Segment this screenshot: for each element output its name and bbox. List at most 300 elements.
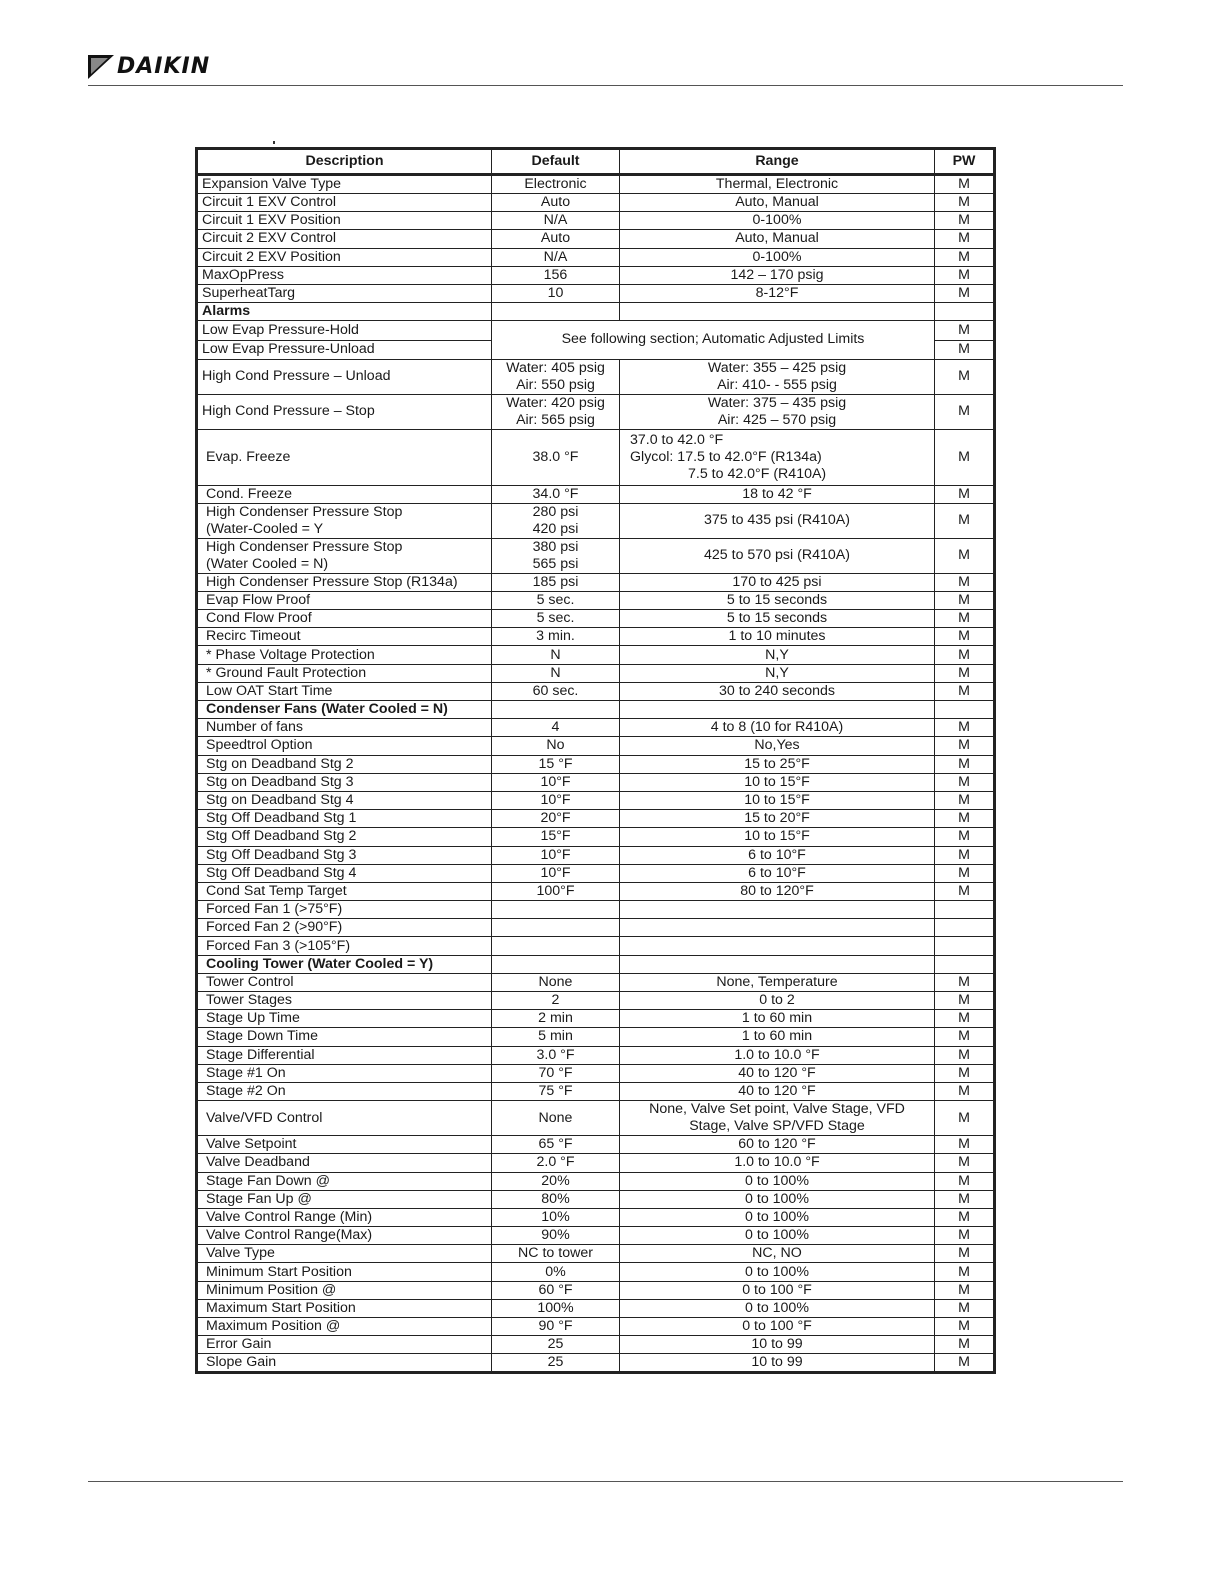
table-row (197, 646, 995, 664)
cell-description: High Condenser Pressure Stop (R134a) (197, 573, 492, 591)
cell-pw: M (935, 1318, 995, 1336)
cell-default: 5 sec. (492, 591, 620, 609)
cell-range: 40 to 120 °F (620, 1064, 935, 1082)
cell-pw: M (935, 628, 995, 646)
cell-range: 10 to 99 (620, 1354, 935, 1373)
cell-default: 4 (492, 719, 620, 737)
cell-description: Stage Down Time (197, 1028, 492, 1046)
cell-description: Circuit 1 EXV Position (197, 212, 492, 230)
cell-description: * Ground Fault Protection (197, 664, 492, 682)
cell-description: Stg Off Deadband Stg 2 (197, 828, 492, 846)
cell-pw: M (935, 266, 995, 284)
cell-pw (935, 901, 995, 919)
table-row (197, 955, 995, 973)
cell-description: Valve/VFD Control (197, 1101, 492, 1136)
cell-default: 5 min (492, 1028, 620, 1046)
cell-pw: M (935, 973, 995, 991)
cell-default: Auto (492, 194, 620, 212)
cell-pw: M (935, 175, 995, 194)
cell-range: Thermal, Electronic (620, 175, 935, 194)
cell-description: MaxOpPress (197, 266, 492, 284)
cell-pw: M (935, 573, 995, 591)
cell-description: Circuit 2 EXV Control (197, 230, 492, 248)
cell-description: Valve Setpoint (197, 1136, 492, 1154)
cell-range: 425 to 570 psi (R410A) (620, 538, 935, 573)
cell-range: 0 to 100% (620, 1208, 935, 1226)
cell-default: Water: 420 psig Air: 565 psig (492, 394, 620, 429)
table-row (197, 1227, 995, 1245)
cell-default: N (492, 664, 620, 682)
cell-default (492, 901, 620, 919)
cell-range: Auto, Manual (620, 230, 935, 248)
cell-description: Low OAT Start Time (197, 682, 492, 700)
cell-description: Alarms (197, 303, 492, 321)
cell-default: 15°F (492, 828, 620, 846)
cell-description: Recirc Timeout (197, 628, 492, 646)
table-row (197, 719, 995, 737)
cell-range: 0 to 100% (620, 1227, 935, 1245)
cell-description: Stg Off Deadband Stg 1 (197, 810, 492, 828)
cell-range: N,Y (620, 646, 935, 664)
cell-default: Electronic (492, 175, 620, 194)
cell-description: Cond Flow Proof (197, 610, 492, 628)
cell-range (620, 429, 935, 485)
cell-default: 100% (492, 1299, 620, 1317)
table-row (197, 919, 995, 937)
cell-description: Stg on Deadband Stg 3 (197, 773, 492, 791)
cell-description: Circuit 2 EXV Position (197, 248, 492, 266)
table-row (197, 791, 995, 809)
table-header-row (197, 149, 995, 175)
cell-pw: M (935, 992, 995, 1010)
cell-pw: M (935, 248, 995, 266)
cell-description: Slope Gain (197, 1354, 492, 1373)
table-row (197, 591, 995, 609)
cell-pw: M (935, 773, 995, 791)
cell-range: 8-12°F (620, 284, 935, 302)
cell-range: 142 – 170 psig (620, 266, 935, 284)
cell-description: Stg on Deadband Stg 2 (197, 755, 492, 773)
cell-pw: M (935, 1208, 995, 1226)
column-header-pw: PW (935, 149, 995, 175)
table-row (197, 701, 995, 719)
cell-pw (935, 919, 995, 937)
table-row (197, 682, 995, 700)
cell-default: 90% (492, 1227, 620, 1245)
cell-description: Stage Fan Down @ (197, 1172, 492, 1190)
cell-range: 0 to 100 °F (620, 1281, 935, 1299)
header-rule (88, 85, 1123, 86)
cell-default: 25 (492, 1336, 620, 1354)
cell-default: 10°F (492, 791, 620, 809)
cell-default: N/A (492, 212, 620, 230)
table-row (197, 628, 995, 646)
table-row (197, 1245, 995, 1263)
table-row (197, 610, 995, 628)
cell-default: None (492, 973, 620, 991)
cell-pw: M (935, 1172, 995, 1190)
table-row (197, 973, 995, 991)
cell-default: N/A (492, 248, 620, 266)
cell-default: 65 °F (492, 1136, 620, 1154)
cell-range: 1.0 to 10.0 °F (620, 1046, 935, 1064)
table-row (197, 882, 995, 900)
cell-pw: M (935, 846, 995, 864)
cell-description: Stage Up Time (197, 1010, 492, 1028)
cell-description: High Condenser Pressure Stop (Water Cooled = N) (197, 538, 492, 573)
table-row (197, 937, 995, 955)
table-row (197, 394, 995, 429)
cell-pw: M (935, 1263, 995, 1281)
cell-range: 40 to 120 °F (620, 1082, 935, 1100)
cell-description: Error Gain (197, 1336, 492, 1354)
range-line: 37.0 to 42.0 °F (630, 431, 724, 448)
cell-pw: M (935, 1245, 995, 1263)
cell-range: No,Yes (620, 737, 935, 755)
cell-default: 2 (492, 992, 620, 1010)
cell-default (492, 955, 620, 973)
cell-default: 15 °F (492, 755, 620, 773)
cell-default: 90 °F (492, 1318, 620, 1336)
stray-mark (273, 141, 275, 144)
table-row (197, 901, 995, 919)
cell-pw: M (935, 646, 995, 664)
range-line: Glycol: 17.5 to 42.0°F (R134a) (630, 448, 822, 465)
cell-pw: M (935, 1082, 995, 1100)
column-header-default: Default (492, 149, 620, 175)
table-row (197, 266, 995, 284)
table-row (197, 1046, 995, 1064)
cell-default (492, 919, 620, 937)
cell-description: SuperheatTarg (197, 284, 492, 302)
cell-description: Low Evap Pressure-Unload (197, 341, 492, 359)
cell-pw: M (935, 1028, 995, 1046)
cell-pw: M (935, 664, 995, 682)
cell-pw: M (935, 1190, 995, 1208)
parameter-table (195, 147, 996, 1374)
cell-description: Valve Control Range (Min) (197, 1208, 492, 1226)
cell-range: 0-100% (620, 248, 935, 266)
cell-description: Low Evap Pressure-Hold (197, 321, 492, 341)
cell-description: Cond. Freeze (197, 485, 492, 503)
cell-default: 38.0 °F (492, 429, 620, 485)
cell-pw (935, 303, 995, 321)
cell-default: 10°F (492, 846, 620, 864)
table-row (197, 810, 995, 828)
cell-range: 10 to 99 (620, 1336, 935, 1354)
cell-pw: M (935, 212, 995, 230)
cell-pw (935, 701, 995, 719)
table-row (197, 864, 995, 882)
cell-pw: M (935, 1101, 995, 1136)
cell-description: Forced Fan 2 (>90°F) (197, 919, 492, 937)
cell-default (492, 937, 620, 955)
cell-default: No (492, 737, 620, 755)
cell-pw: M (935, 1281, 995, 1299)
cell-pw: M (935, 538, 995, 573)
cell-description: High Condenser Pressure Stop (Water-Cooled = Y (197, 503, 492, 538)
cell-range (620, 901, 935, 919)
cell-range: 0 to 100% (620, 1299, 935, 1317)
cell-default: 380 psi 565 psi (492, 538, 620, 573)
cell-pw: M (935, 755, 995, 773)
cell-default: 0% (492, 1263, 620, 1281)
cell-range: 375 to 435 psi (R410A) (620, 503, 935, 538)
table-row (197, 1154, 995, 1172)
table-row (197, 503, 995, 538)
cell-default (492, 303, 620, 321)
cell-default: 10% (492, 1208, 620, 1226)
cell-default: 2.0 °F (492, 1154, 620, 1172)
cell-pw: M (935, 810, 995, 828)
table-row (197, 1318, 995, 1336)
cell-pw: M (935, 194, 995, 212)
cell-pw: M (935, 882, 995, 900)
cell-default: 3.0 °F (492, 1046, 620, 1064)
cell-range: 0-100% (620, 212, 935, 230)
cell-description: Number of fans (197, 719, 492, 737)
table-row (197, 538, 995, 573)
cell-pw (935, 937, 995, 955)
cell-default: 20°F (492, 810, 620, 828)
table-row (197, 1281, 995, 1299)
cell-default: 2 min (492, 1010, 620, 1028)
cell-range: Water: 375 – 435 psig Air: 425 – 570 psig (620, 394, 935, 429)
cell-default: 25 (492, 1354, 620, 1373)
table-row (197, 303, 995, 321)
cell-range: 5 to 15 seconds (620, 610, 935, 628)
cell-range: 80 to 120°F (620, 882, 935, 900)
cell-default: 70 °F (492, 1064, 620, 1082)
cell-range (620, 919, 935, 937)
cell-pw: M (935, 1010, 995, 1028)
cell-pw: M (935, 284, 995, 302)
cell-description: Minimum Position @ (197, 1281, 492, 1299)
cell-range: 1 to 60 min (620, 1010, 935, 1028)
cell-default: 60 °F (492, 1281, 620, 1299)
cell-description: Maximum Start Position (197, 1299, 492, 1317)
cell-default: None (492, 1101, 620, 1136)
cell-pw: M (935, 1046, 995, 1064)
cell-range: 10 to 15°F (620, 828, 935, 846)
cell-range: 15 to 20°F (620, 810, 935, 828)
table-row (197, 359, 995, 394)
cell-pw: M (935, 485, 995, 503)
cell-pw: M (935, 394, 995, 429)
cell-pw: M (935, 1136, 995, 1154)
table-row (197, 828, 995, 846)
cell-range: 4 to 8 (10 for R410A) (620, 719, 935, 737)
table-row (197, 212, 995, 230)
cell-pw: M (935, 321, 995, 341)
cell-description: Stage Fan Up @ (197, 1190, 492, 1208)
cell-range (620, 701, 935, 719)
cell-description: Valve Control Range(Max) (197, 1227, 492, 1245)
cell-description: Cooling Tower (Water Cooled = Y) (197, 955, 492, 973)
cell-range: 15 to 25°F (620, 755, 935, 773)
cell-range: 6 to 10°F (620, 846, 935, 864)
cell-description: Evap. Freeze (197, 429, 492, 485)
cell-pw: M (935, 828, 995, 846)
cell-pw: M (935, 1227, 995, 1245)
cell-range (620, 303, 935, 321)
cell-pw: M (935, 791, 995, 809)
cell-pw: M (935, 1299, 995, 1317)
cell-range: None, Temperature (620, 973, 935, 991)
table-row (197, 1064, 995, 1082)
cell-default: 100°F (492, 882, 620, 900)
cell-pw: M (935, 610, 995, 628)
cell-description: Valve Deadband (197, 1154, 492, 1172)
cell-merged-note: See following section; Automatic Adjusted Limits (492, 321, 935, 359)
cell-default: 10°F (492, 773, 620, 791)
cell-range: 0 to 100 °F (620, 1318, 935, 1336)
cell-default: Water: 405 psig Air: 550 psig (492, 359, 620, 394)
cell-pw: M (935, 1154, 995, 1172)
cell-description: Tower Stages (197, 992, 492, 1010)
cell-default: 156 (492, 266, 620, 284)
cell-default: 20% (492, 1172, 620, 1190)
cell-range: 6 to 10°F (620, 864, 935, 882)
cell-pw: M (935, 341, 995, 359)
cell-description: Cond Sat Temp Target (197, 882, 492, 900)
cell-description: Forced Fan 3 (>105°F) (197, 937, 492, 955)
cell-range: 0 to 100% (620, 1190, 935, 1208)
cell-range: 10 to 15°F (620, 773, 935, 791)
table-row (197, 1172, 995, 1190)
cell-default: NC to tower (492, 1245, 620, 1263)
cell-description: High Cond Pressure – Stop (197, 394, 492, 429)
cell-range: None, Valve Set point, Valve Stage, VFD Stage, Valve SP/VFD Stage (620, 1101, 935, 1136)
cell-default: 10 (492, 284, 620, 302)
cell-default: 10°F (492, 864, 620, 882)
table-row (197, 846, 995, 864)
cell-range: 18 to 42 °F (620, 485, 935, 503)
cell-default: 75 °F (492, 1082, 620, 1100)
table-row (197, 175, 995, 194)
cell-range: 0 to 100% (620, 1263, 935, 1281)
cell-default: 5 sec. (492, 610, 620, 628)
cell-description: Valve Type (197, 1245, 492, 1263)
cell-range: 60 to 120 °F (620, 1136, 935, 1154)
table-row (197, 1208, 995, 1226)
page-header (88, 52, 1123, 86)
column-header-range: Range (620, 149, 935, 175)
cell-pw: M (935, 682, 995, 700)
cell-default: 34.0 °F (492, 485, 620, 503)
cell-range: N,Y (620, 664, 935, 682)
table-row (197, 230, 995, 248)
cell-description: Stage Differential (197, 1046, 492, 1064)
table-row (197, 755, 995, 773)
brand-name: DAIKIN (117, 53, 211, 79)
table-row (197, 737, 995, 755)
table-row (197, 248, 995, 266)
cell-range (620, 955, 935, 973)
table-row (197, 1299, 995, 1317)
cell-range: 170 to 425 psi (620, 573, 935, 591)
table-row (197, 284, 995, 302)
cell-range: NC, NO (620, 1245, 935, 1263)
cell-description: Minimum Start Position (197, 1263, 492, 1281)
daikin-logo (88, 52, 210, 80)
cell-description: Maximum Position @ (197, 1318, 492, 1336)
table-row (197, 1354, 995, 1373)
cell-default: Auto (492, 230, 620, 248)
cell-description: High Cond Pressure – Unload (197, 359, 492, 394)
cell-pw: M (935, 864, 995, 882)
cell-default: N (492, 646, 620, 664)
cell-range: Water: 355 – 425 psig Air: 410- - 555 psig (620, 359, 935, 394)
table-row (197, 773, 995, 791)
cell-description: Condenser Fans (Water Cooled = N) (197, 701, 492, 719)
cell-description: Circuit 1 EXV Control (197, 194, 492, 212)
cell-default (492, 701, 620, 719)
table-row (197, 1010, 995, 1028)
cell-default: 185 psi (492, 573, 620, 591)
table-row (197, 194, 995, 212)
cell-description: Speedtrol Option (197, 737, 492, 755)
table-row (197, 1082, 995, 1100)
cell-description: Expansion Valve Type (197, 175, 492, 194)
table-row (197, 1101, 995, 1136)
table-row (197, 1263, 995, 1281)
cell-pw: M (935, 1336, 995, 1354)
cell-pw: M (935, 230, 995, 248)
cell-range: 1 to 10 minutes (620, 628, 935, 646)
cell-pw: M (935, 429, 995, 485)
table-row (197, 1028, 995, 1046)
table-row (197, 321, 995, 341)
cell-range: 1 to 60 min (620, 1028, 935, 1046)
cell-description: Tower Control (197, 973, 492, 991)
cell-description: Evap Flow Proof (197, 591, 492, 609)
range-line: 7.5 to 42.0°F (R410A) (688, 465, 827, 482)
cell-range: 5 to 15 seconds (620, 591, 935, 609)
cell-pw: M (935, 1064, 995, 1082)
table-row (197, 573, 995, 591)
cell-pw: M (935, 591, 995, 609)
table-body (197, 175, 995, 1373)
table-row (197, 1336, 995, 1354)
cell-default: 80% (492, 1190, 620, 1208)
cell-pw: M (935, 737, 995, 755)
cell-range: 1.0 to 10.0 °F (620, 1154, 935, 1172)
column-header-description: Description (197, 149, 492, 175)
table-row (197, 1190, 995, 1208)
cell-description: * Phase Voltage Protection (197, 646, 492, 664)
cell-pw: M (935, 359, 995, 394)
table-row (197, 429, 995, 485)
table-row (197, 664, 995, 682)
cell-description: Stage #1 On (197, 1064, 492, 1082)
cell-range: 0 to 100% (620, 1172, 935, 1190)
cell-default: 3 min. (492, 628, 620, 646)
cell-default: 280 psi 420 psi (492, 503, 620, 538)
footer-rule (88, 1481, 1123, 1482)
cell-pw: M (935, 719, 995, 737)
cell-range: 0 to 2 (620, 992, 935, 1010)
cell-description: Stg Off Deadband Stg 4 (197, 864, 492, 882)
cell-description: Stg Off Deadband Stg 3 (197, 846, 492, 864)
cell-pw: M (935, 1354, 995, 1373)
cell-range (620, 937, 935, 955)
daikin-logo-icon (88, 53, 114, 79)
cell-pw: M (935, 503, 995, 538)
cell-range: 30 to 240 seconds (620, 682, 935, 700)
cell-pw (935, 955, 995, 973)
table-row (197, 1136, 995, 1154)
